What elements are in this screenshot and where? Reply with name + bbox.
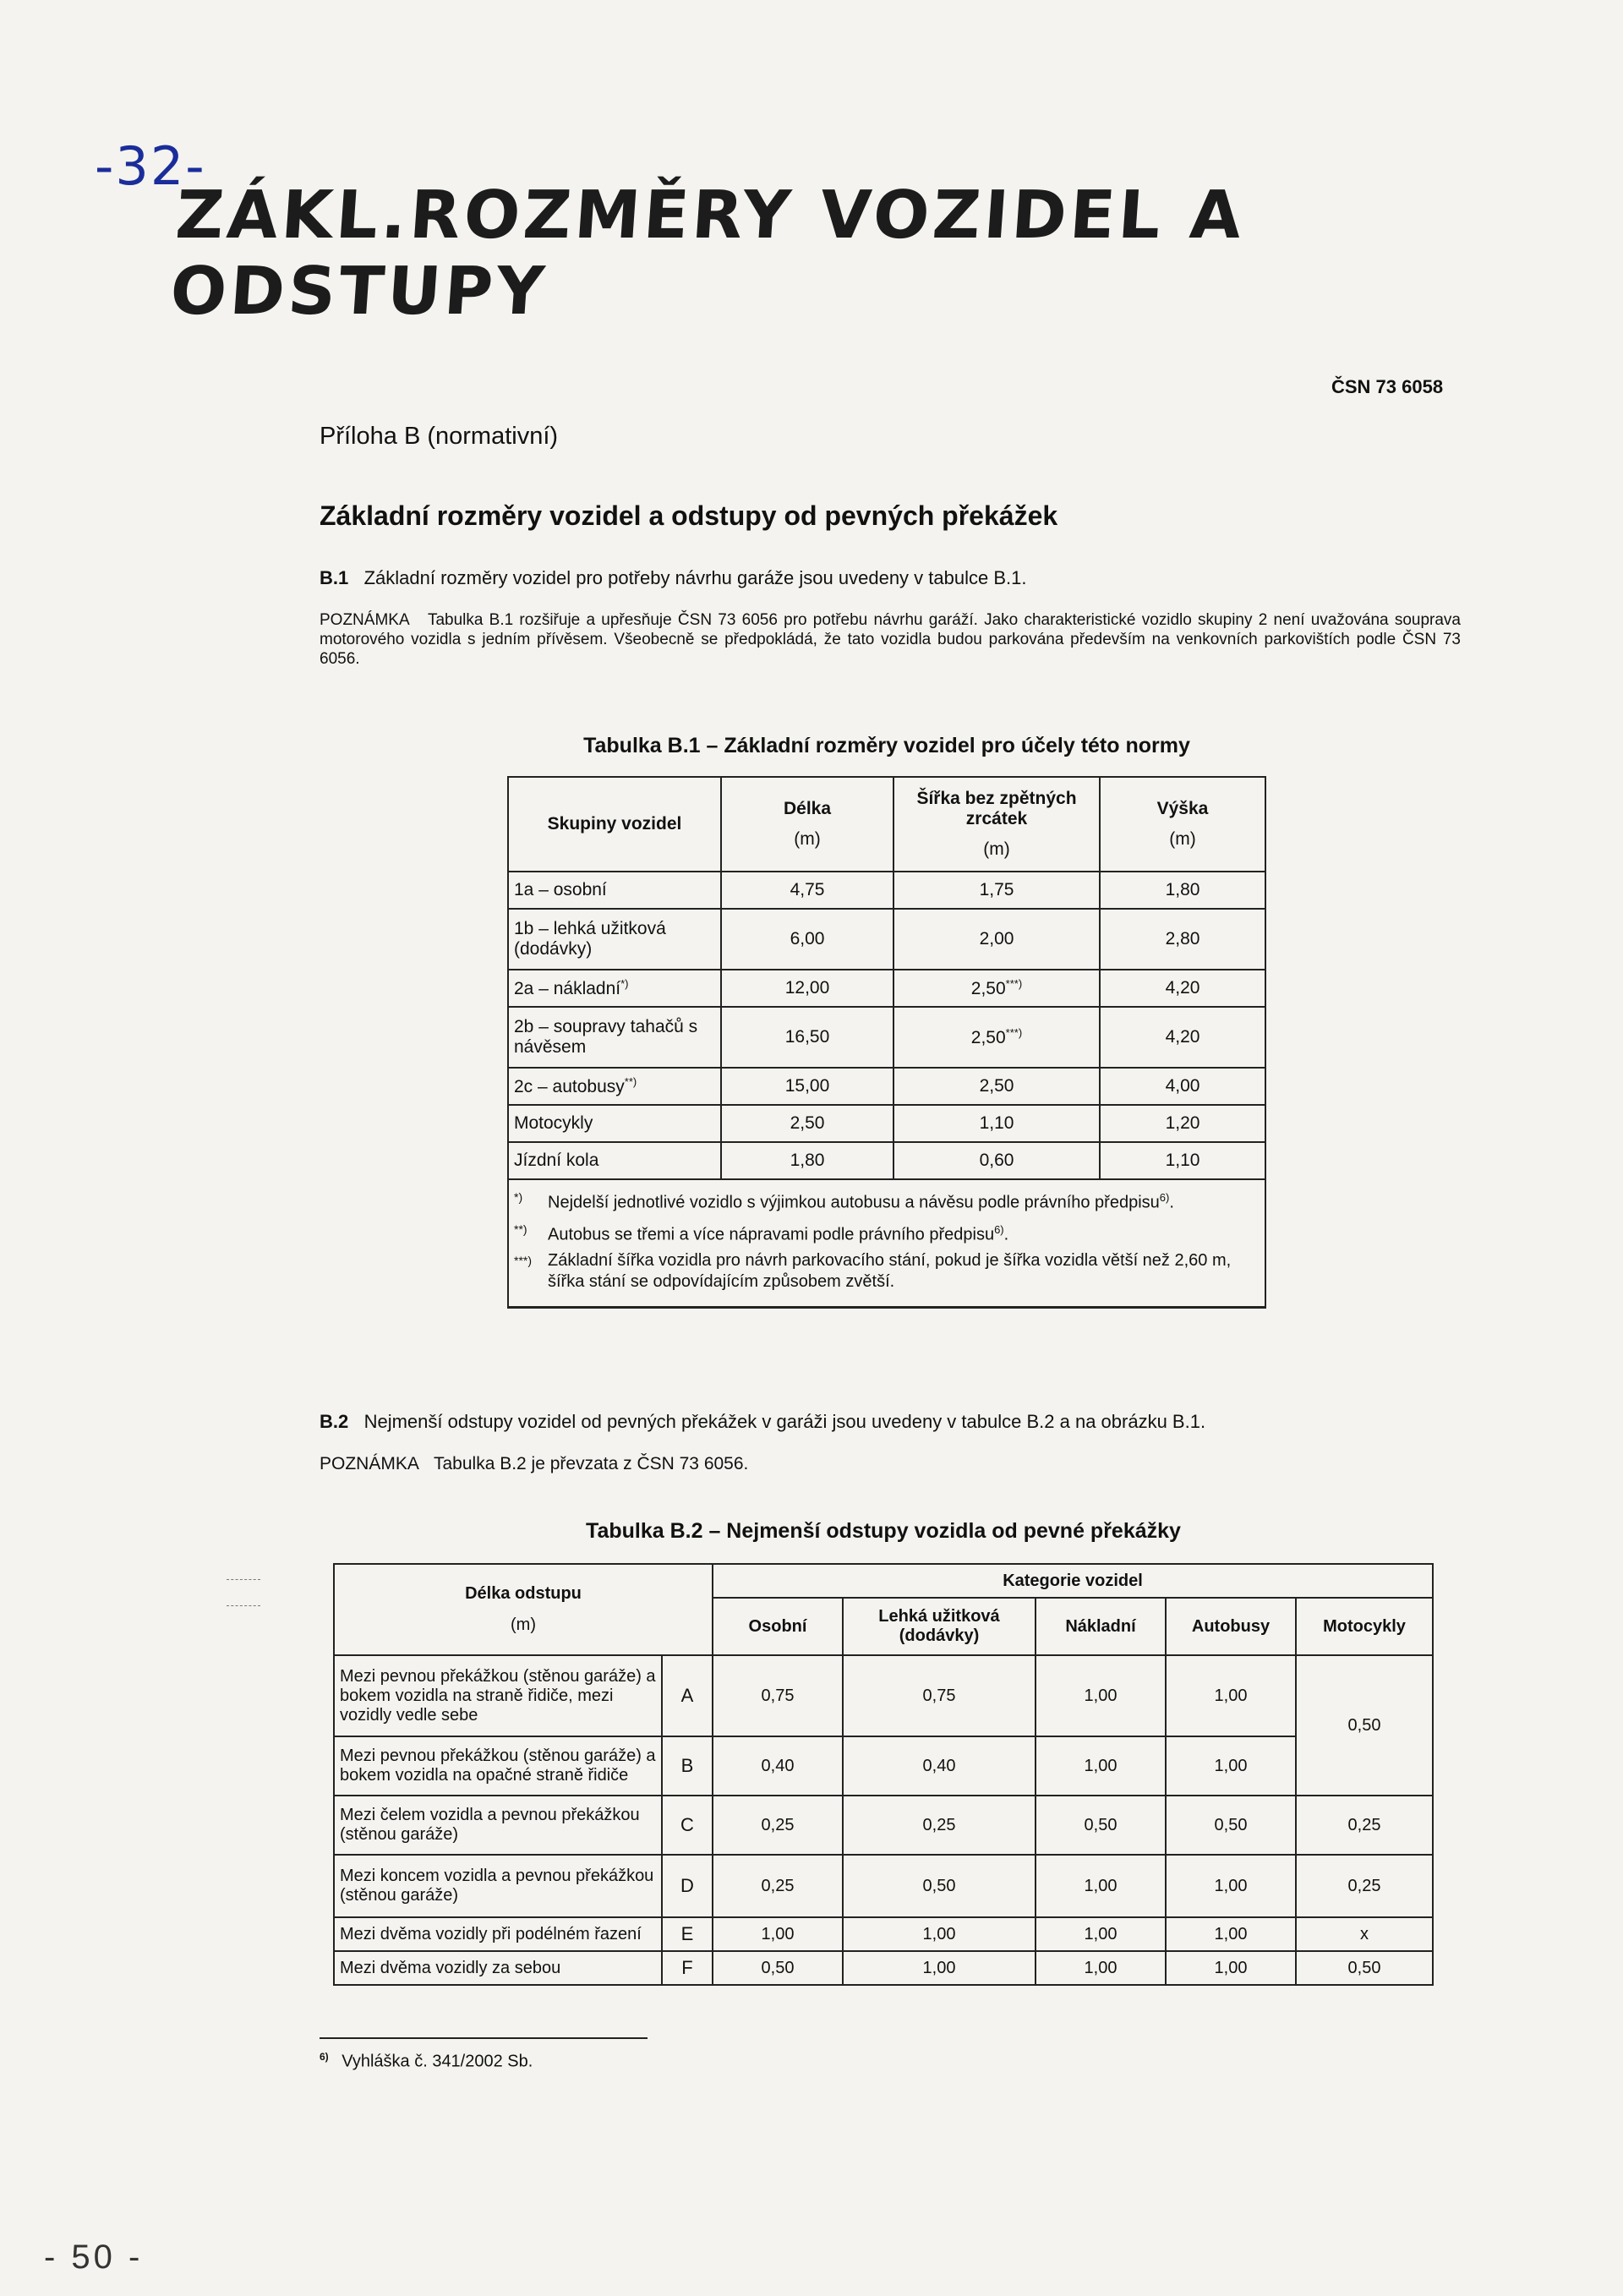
page-number: - 50 - [44,2239,144,2276]
t1-header-height-label: Výška [1156,799,1209,818]
annex-heading: Příloha B (normativní) [320,423,559,450]
b2-text: Nejmenší odstupy vozidel od pevných překážek v garáži jsou uvedeny v tabulce B.2 a na obrázku B.1. [363,1411,1206,1432]
t1-row [508,1105,1265,1142]
t1-group-mark: **) [624,1075,637,1088]
t1-note-mark: ***) [514,1254,533,1268]
t2-cell-value: 0,25 [843,1796,1036,1855]
t1-cell-width [893,1068,1100,1105]
t1-note-end: . [1169,1193,1174,1212]
t2-cell-letter: B [662,1736,713,1796]
t1-row [508,1142,1265,1179]
t2-cell-value: 0,50 [843,1855,1036,1917]
footnote [320,2051,533,2072]
t2-row [334,1951,1433,1985]
t1-note [514,1187,1260,1214]
t2-cell-desc: Mezi pevnou překážkou (stěnou garáže) a bokem vozidla na straně řidiče, mezi vozidly vedle sebe [334,1655,662,1736]
t1-cell-length: 6,00 [721,909,893,970]
t2-cell-letter: C [662,1796,713,1855]
t2-col-header: Motocykly [1296,1598,1433,1655]
t1-cell-width [893,1142,1100,1179]
b1-label: B.1 [320,567,349,588]
b2-paragraph [320,1410,1461,1434]
t1-cell-width [893,872,1100,909]
t1-row [508,872,1265,909]
t2-cell-value: 1,00 [1036,1917,1166,1951]
t1-cell-group [508,1142,721,1179]
t1-cell-width [893,1105,1100,1142]
t2-cell-value: 1,00 [843,1951,1036,1985]
t2-col-header: Lehká užitková (dodávky) [843,1598,1036,1655]
t1-header-width [893,777,1100,872]
t2-cell-value: x [1296,1917,1433,1951]
t2-header-distance [334,1564,713,1655]
table-1-caption: Tabulka B.1 – Základní rozměry vozidel pro účely této normy [583,734,1190,757]
t1-cell-length: 1,80 [721,1142,893,1179]
t1-width-mark: ***) [1005,977,1023,990]
note-2-text: Tabulka B.2 je převzata z ČSN 73 6056. [433,1454,749,1473]
t1-group-mark: *) [620,977,629,990]
t2-cell-desc: Mezi koncem vozidla a pevnou překážkou (stěnou garáže) [334,1855,662,1917]
standard-code: ČSN 73 6058 [1331,376,1444,397]
t1-cell-width [893,1007,1100,1068]
t1-note-ref: 6) [994,1222,1004,1236]
note-1 [320,610,1461,669]
t2-cell-value: 1,00 [1166,1951,1296,1985]
t2-cell-value: 1,00 [1166,1655,1296,1736]
t1-group-text: 2a – nákladní [514,979,621,998]
t1-cell-length: 15,00 [721,1068,893,1105]
b2-label: B.2 [320,1411,349,1432]
t1-header-height [1100,777,1265,872]
t2-header-distance-label: Délka odstupu [465,1584,582,1603]
t1-note [514,1219,1260,1246]
t2-cell-value: 0,25 [1296,1796,1433,1855]
t2-cell-motocykly-ab: 0,50 [1296,1655,1433,1796]
t2-cell-desc: Mezi pevnou překážkou (stěnou garáže) a bokem vozidla na opačné straně řidiče [334,1736,662,1796]
t2-col-header: Nákladní [1036,1598,1166,1655]
t1-note-mark: **) [514,1222,527,1236]
t1-cell-group [508,872,721,909]
t1-group-text: 1a – osobní [514,880,607,899]
t2-col-header: Osobní [713,1598,843,1655]
t1-note-ref: 6) [1159,1191,1170,1204]
margin-mark [227,1579,260,1606]
t1-cell-length: 2,50 [721,1105,893,1142]
note-2 [320,1452,1461,1476]
t2-cell-value: 1,00 [1036,1951,1166,1985]
t1-header-length [721,777,893,872]
t2-cell-value: 1,00 [1166,1736,1296,1796]
t1-group-text: Jízdní kola [514,1151,599,1170]
t1-width-text: 1,75 [979,880,1014,899]
table-2 [333,1563,1434,1986]
t2-cell-value: 0,75 [713,1655,843,1736]
t2-cell-value: 0,50 [713,1951,843,1985]
t1-cell-group [508,1105,721,1142]
t1-row [508,1068,1265,1105]
t1-note-body [548,1187,1174,1214]
t2-row [334,1855,1433,1917]
t2-row [334,1917,1433,1951]
t1-width-mark: ***) [1005,1026,1023,1039]
handwritten-page-label: -32- [95,135,206,197]
t1-cell-length: 16,50 [721,1007,893,1068]
t1-group-text: 1b – lehká užitková (dodávky) [514,919,666,959]
t1-cell-group [508,970,721,1007]
t2-cell-value: 1,00 [843,1917,1036,1951]
b1-paragraph [320,566,1461,590]
t2-cell-desc: Mezi čelem vozidla a pevnou překážkou (stěnou garáže) [334,1796,662,1855]
t1-header-width-label: Šířka bez zpětných zrcátek [916,789,1077,828]
t1-group-text: 2c – autobusy [514,1077,625,1096]
t2-cell-value: 0,25 [713,1796,843,1855]
t2-cell-value: 0,50 [1296,1951,1433,1985]
t1-width-text: 2,50 [970,1028,1006,1047]
t1-cell-height: 1,20 [1100,1105,1265,1142]
t1-note-body [548,1250,1260,1293]
t2-cell-letter: E [662,1917,713,1951]
t1-cell-height: 1,80 [1100,872,1265,909]
t1-width-text: 1,10 [979,1113,1014,1133]
t2-cell-letter: D [662,1855,713,1917]
handwritten-title: ZÁKL.ROZMĚRY VOZIDEL A ODSTUPY [167,178,1248,330]
table-1 [507,776,1266,1309]
t2-cell-value: 0,25 [713,1855,843,1917]
t2-cell-value: 1,00 [1036,1855,1166,1917]
t1-cell-width [893,970,1100,1007]
t1-note-mark: *) [514,1190,523,1204]
t2-header-category: Kategorie vozidel [713,1564,1433,1598]
t2-header-unit: (m) [511,1615,536,1634]
t2-cell-value: 0,50 [1166,1796,1296,1855]
t2-row [334,1655,1433,1736]
t2-col-header: Autobusy [1166,1598,1296,1655]
t2-cell-value: 1,00 [713,1917,843,1951]
t2-row [334,1796,1433,1855]
t1-cell-group [508,1068,721,1105]
t1-cell-height: 4,20 [1100,970,1265,1007]
t1-cell-height: 4,00 [1100,1068,1265,1105]
t1-note-text: Nejdelší jednotlivé vozidlo s výjimkou autobusu a návěsu podle právního předpisu [548,1193,1160,1212]
t1-note-body [548,1219,1008,1246]
table-2-caption: Tabulka B.2 – Nejmenší odstupy vozidla od pevné překážky [586,1519,1181,1543]
t2-cell-letter: F [662,1951,713,1985]
t1-cell-height: 4,20 [1100,1007,1265,1068]
t2-cell-desc: Mezi dvěma vozidly při podélném řazení [334,1917,662,1951]
t1-cell-length: 4,75 [721,872,893,909]
t1-header-group: Skupiny vozidel [508,777,721,872]
b1-text: Základní rozměry vozidel pro potřeby návrhu garáže jsou uvedeny v tabulce B.1. [363,567,1027,588]
note-2-label: POZNÁMKA [320,1454,419,1473]
t1-width-text: 2,00 [979,929,1014,948]
t1-width-text: 2,50 [970,979,1006,998]
note-1-text: Tabulka B.1 rozšiřuje a upřesňuje ČSN 73 6056 pro potřebu návrhu garáží. Jako charakteristické vozidlo skupiny 2 není uvažována souprava motorového vozidla s jedním přívěsem. Všeobecně se předpokládá, že tato vozidla budou parkována především na venkovních parkovištích podle ČSN 73 6056. [320,611,1461,668]
t1-width-text: 0,60 [979,1151,1014,1170]
t1-note-end: . [1003,1225,1009,1244]
footnote-text: Vyhláška č. 341/2002 Sb. [342,2052,533,2071]
t2-cell-value: 0,40 [843,1736,1036,1796]
t1-cell-length: 12,00 [721,970,893,1007]
footnote-mark: 6) [320,2051,329,2063]
t2-cell-value: 1,00 [1166,1917,1296,1951]
t1-header-width-unit: (m) [983,839,1010,859]
t1-header-height-unit: (m) [1169,829,1196,849]
t2-cell-value: 1,00 [1036,1736,1166,1796]
t1-note-text: Základní šířka vozidla pro návrh parkovacího stání, pokud je šířka vozidla větší než 2,60 m, šířka stání se odpovídajícím způsobem zvětší. [548,1251,1232,1292]
t2-cell-value: 1,00 [1166,1855,1296,1917]
t1-header-length-label: Délka [783,799,832,818]
t1-width-text: 2,50 [979,1076,1014,1096]
t1-row [508,970,1265,1007]
t1-row [508,909,1265,970]
t2-cell-value: 0,40 [713,1736,843,1796]
t2-cell-value: 0,25 [1296,1855,1433,1917]
footnote-rule [320,2037,648,2039]
t1-group-text: Motocykly [514,1113,593,1133]
t2-cell-value: 0,50 [1036,1796,1166,1855]
t1-header-length-unit: (m) [794,829,821,849]
t2-cell-letter: A [662,1655,713,1736]
t1-group-text: 2b – soupravy tahačů s návěsem [514,1017,698,1057]
t2-cell-value: 1,00 [1036,1655,1166,1736]
t1-cell-width [893,909,1100,970]
t2-cell-desc: Mezi dvěma vozidly za sebou [334,1951,662,1985]
t1-notes [508,1179,1265,1308]
t1-note-text: Autobus se třemi a více nápravami podle právního předpisu [548,1225,995,1244]
t1-cell-group [508,1007,721,1068]
note-1-label: POZNÁMKA [320,611,410,629]
t1-row [508,1007,1265,1068]
t1-note [514,1250,1260,1293]
t1-cell-group [508,909,721,970]
t1-cell-height: 2,80 [1100,909,1265,970]
t2-row [334,1736,1433,1796]
t1-cell-height: 1,10 [1100,1142,1265,1179]
t2-cell-value: 0,75 [843,1655,1036,1736]
section-title: Základní rozměry vozidel a odstupy od pevných překážek [320,500,1058,531]
